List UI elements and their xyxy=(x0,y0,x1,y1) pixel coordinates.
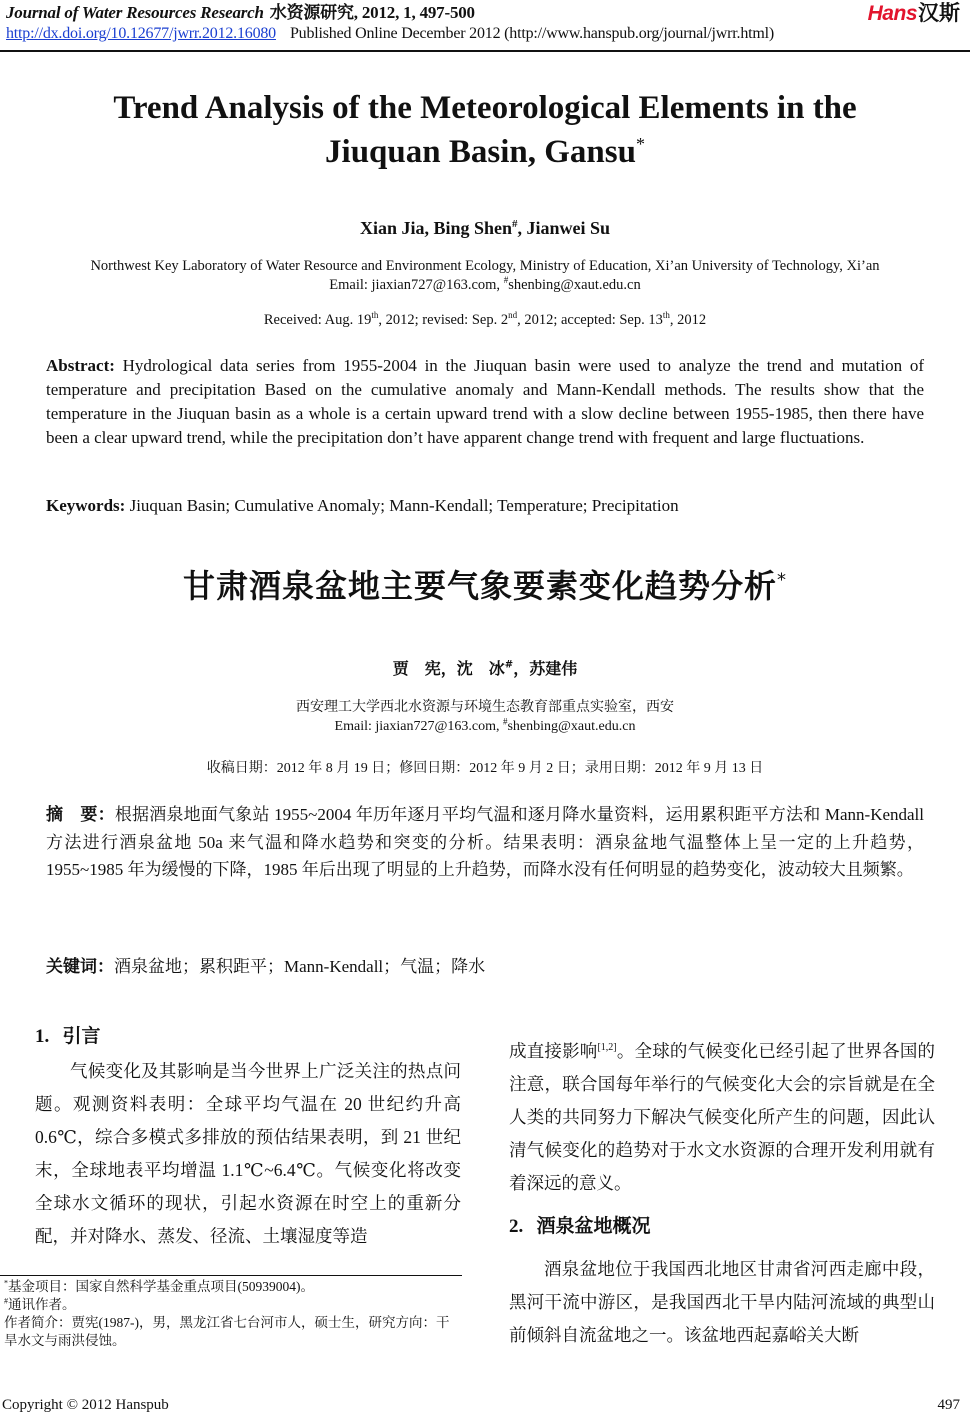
ordinal-suffix: nd xyxy=(508,310,518,321)
corresponding-mark: # xyxy=(504,659,514,671)
abstract-text: 根据酒泉地面气象站 1955~2004 年历年逐月平均气温和逐月降水量资料，运用累积距平方法和 Mann-Kendall 方法进行酒泉盆地 50a 来气温和降水趋势和突变的分析。结果表明：酒泉盆地气温整体上呈一定的上升趋势，1955~1985 年为缓慢的下降，1985 年后出现了明显的上升趋势，而降水没有任何明显的趋势变化，波动较大且频繁。 xyxy=(46,805,925,879)
keywords-label: 关键词： xyxy=(46,957,114,977)
footnote-text: 基金项目：国家自然科学基金重点项目(50939004)。 xyxy=(8,1279,314,1294)
title-footnote-mark: * xyxy=(635,134,645,154)
section-number: 1. xyxy=(35,1026,50,1047)
section-title: 引言 xyxy=(62,1025,101,1047)
keywords-en xyxy=(46,494,924,518)
copyright: Copyright © 2012 Hanspub xyxy=(2,1397,169,1413)
logo-text-cn: 汉斯 xyxy=(918,2,960,25)
received-dates-cn: 收稿日期：2012 年 8 月 19 日；修回日期：2012 年 9 月 2 日；录用日期：2012 年 9 月 13 日 xyxy=(206,761,764,776)
hanspub-logo xyxy=(868,3,960,25)
affiliation-en xyxy=(0,257,970,295)
email-line xyxy=(0,276,970,295)
accepted-date: , 2012; accepted: Sep. 13 xyxy=(517,312,663,328)
footnote-text: 通讯作者。 xyxy=(8,1297,76,1312)
ordinal-suffix: th xyxy=(662,310,670,321)
author-names: , Jianwei Su xyxy=(517,218,611,238)
paragraph: 气候变化及其影响是当今世界上广泛关注的热点问题。观测资料表明：全球平均气温在 20 世纪约升高 0.6℃，综合多模式多排放的预估结果表明，到 21 世纪末，全球地表平均增温 1.1℃~6.4℃。气候变化将改变全球水文循环的现状，引起水资源在时空上的重新分配，并对降水、蒸发、径流、土壤湿度等造 xyxy=(35,1061,461,1246)
paragraph xyxy=(509,1035,935,1200)
keywords-cn xyxy=(46,953,924,981)
corresponding-mark: # xyxy=(502,716,508,727)
affiliation-text: Northwest Key Laboratory of Water Resource and Environment Ecology, Ministry of Education, Xi’an University of Technology, Xi’an xyxy=(90,258,880,274)
keywords-text: Jiuquan Basin; Cumulative Anomaly; Mann-Kendall; Temperature; Precipitation xyxy=(125,496,679,515)
page-number: 497 xyxy=(937,1397,960,1413)
email-line xyxy=(0,717,970,736)
footnote-mark: * xyxy=(4,1278,8,1288)
title-footnote-mark: * xyxy=(777,569,787,591)
keywords-text: 酒泉盆地；累积距平；Mann-Kendall；气温；降水 xyxy=(114,957,486,976)
paper-title-en xyxy=(0,86,970,174)
logo-text-en: Hans xyxy=(867,2,917,25)
published-online: Published Online December 2012 (http://www.hanspub.org/journal/jwrr.html) xyxy=(289,25,774,42)
abstract-cn xyxy=(46,801,924,883)
affiliation-cn xyxy=(0,698,970,736)
title-line-1: Trend Analysis of the Meteorological Elements in the xyxy=(113,90,857,126)
footnote-divider xyxy=(0,1275,462,1276)
journal-name-en: Journal of Water Resources Research xyxy=(6,3,264,22)
title-text: 甘肃酒泉盆地主要气象要素变化趋势分析 xyxy=(182,567,777,605)
authors-cn xyxy=(0,656,970,679)
ordinal-suffix: th xyxy=(371,310,379,321)
title-line-2: Jiuquan Basin, Gansu xyxy=(325,134,636,170)
author-names: 贾 宪，沈 冰 xyxy=(392,659,505,678)
footnote-funding xyxy=(4,1278,462,1296)
corresponding-mark: # xyxy=(512,218,518,230)
publication-info xyxy=(6,24,964,44)
doi-link[interactable]: http://dx.doi.org/10.12677/jwrr.2012.16080 xyxy=(6,25,276,42)
received-dates-en xyxy=(0,312,970,329)
running-header xyxy=(6,2,964,44)
email-2: shenbing@xaut.edu.cn xyxy=(507,719,636,734)
abstract-label: 摘 要： xyxy=(46,805,115,825)
footnote-corresponding xyxy=(4,1296,462,1314)
journal-citation xyxy=(6,2,964,24)
section-title: 酒泉盆地概况 xyxy=(536,1215,651,1237)
section-heading-2 xyxy=(509,1208,935,1245)
keywords-label: Keywords: xyxy=(46,496,126,515)
body-column-left xyxy=(35,1018,461,1253)
footnotes xyxy=(4,1278,462,1350)
email-1: Email: jiaxian727@163.com, xyxy=(329,277,504,293)
paper-title-cn xyxy=(0,564,970,608)
received-date: Received: Aug. 19 xyxy=(263,312,372,328)
corresponding-mark: # xyxy=(503,275,509,286)
paragraph: 酒泉盆地位于我国西北地区甘肃省河西走廊中段，黑河干流中游区，是我国西北干旱内陆河流域的典型山前倾斜自流盆地之一。该盆地西起嘉峪关大断 xyxy=(509,1259,935,1345)
affiliation-text: 西安理工大学西北水资源与环境生态教育部重点实验室，西安 xyxy=(296,700,674,715)
footnote-author-bio: 作者简介：贾宪(1987-)，男，黑龙江省七台河市人，硕士生，研究方向：干旱水文与雨洪侵蚀。 xyxy=(4,1315,450,1348)
abstract-text: Hydrological data series from 1955-2004 in the Jiuquan basin were used to analyze the trend and mutation of temperature and precipitation Based on the cumulative anomaly and Mann-Kendall methods. The results show that the temperature in the Jiuquan basin as a whole is a certain upward trend with a slow decline between 1955-1985, then there have been a clear upward trend, while the precipitation don’t have apparent change trend with frequent and large fluctuations. xyxy=(46,356,924,447)
email-2: shenbing@xaut.edu.cn xyxy=(508,277,641,293)
journal-name-cn: 水资源研究, 2012, 1, 497-500 xyxy=(269,3,475,22)
abstract-en xyxy=(46,354,924,450)
author-names: Xian Jia, Bing Shen xyxy=(359,218,513,238)
email-1: Email: jiaxian727@163.com, xyxy=(334,719,503,734)
abstract-label: Abstract: xyxy=(46,356,115,375)
header-divider xyxy=(0,50,970,52)
revised-date: , 2012; revised: Sep. 2 xyxy=(378,312,509,328)
author-names: ，苏建伟 xyxy=(513,659,578,678)
section-heading-1 xyxy=(35,1018,461,1055)
paragraph-text: 。全球的气候变化已经引起了世界各国的注意，联合国每年举行的气候变化大会的宗旨就是在全人类的共同努力下解决气候变化所产生的问题，因此认清气候变化的趋势对于水文水资源的合理开发利用就有着深远的意义。 xyxy=(509,1041,936,1193)
authors-en xyxy=(0,218,970,239)
paragraph-text: 成直接影响 xyxy=(509,1041,598,1061)
citation-ref[interactable]: [1,2] xyxy=(597,1042,617,1054)
body-column-right xyxy=(509,1035,935,1352)
footnote-mark: # xyxy=(4,1296,8,1306)
year: , 2012 xyxy=(669,312,707,328)
section-number: 2. xyxy=(509,1216,524,1237)
